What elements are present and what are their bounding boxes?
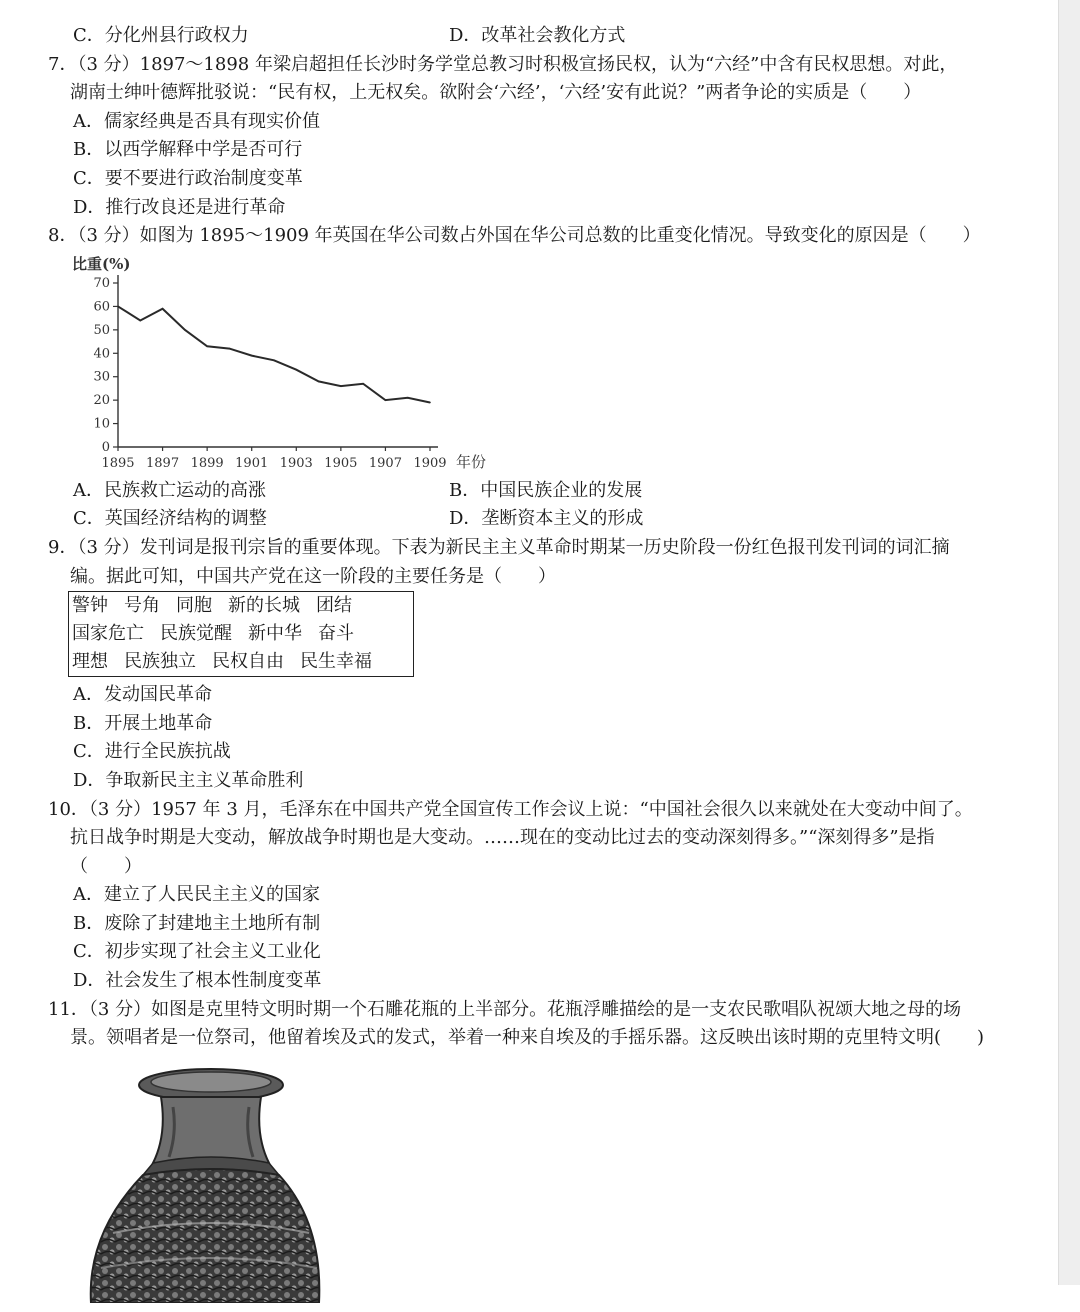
y-tick-label: 40 (93, 346, 110, 362)
data-point (362, 383, 364, 385)
data-point (318, 380, 320, 382)
data-point (251, 355, 253, 357)
q11-stem-line-2: 景。领唱者是一位祭司，他留着埃及式的发式，举着一种来自埃及的手摇乐器。这反映出该时期的克里特文明( ) (70, 1027, 985, 1049)
q9-option-a: A．发动国民革命 (73, 684, 212, 706)
y-axis-title: 比重(%) (72, 254, 131, 273)
q6-options-row (48, 22, 1008, 51)
q10-option-d: D．社会发生了根本性制度变革 (73, 970, 322, 992)
word-cell: 新的长城 (228, 595, 300, 617)
x-tick-label: 1901 (235, 455, 269, 471)
data-point (184, 329, 186, 331)
data-point (407, 397, 409, 399)
word-cell: 民族独立 (124, 651, 196, 673)
y-tick-label: 30 (93, 369, 110, 385)
word-cell: 民生幸福 (300, 651, 372, 673)
y-tick-label: 10 (93, 416, 110, 432)
q7-option-b: B．以西学解释中学是否可行 (73, 139, 303, 161)
word-row (72, 592, 410, 620)
q8-option-d: D．垄断资本主义的形成 (449, 508, 644, 530)
data-point (429, 401, 431, 403)
q6-option-d: D．改革社会教化方式 (449, 25, 626, 46)
q10-stem-line-2: 抗日战争时期是大变动，解放战争时期也是大变动。……现在的变动比过去的变动深刻得多。”“深刻得多”是指 (70, 827, 935, 849)
q6-option-c: C．分化州县行政权力 (73, 25, 249, 46)
data-point (273, 359, 275, 361)
q11-stem-line-1: 11．（3 分）如图是克里特文明时期一个石雕花瓶的上半部分。花瓶浮雕描绘的是一支农民歌唱队祝颂大地之母的场 (48, 998, 962, 1020)
x-tick-label: 1905 (324, 455, 358, 471)
q7-option-a: A．儒家经典是否具有现实价值 (73, 110, 320, 132)
word-row (72, 648, 410, 676)
data-point (340, 385, 342, 387)
q10-option-a: A．建立了人民民主主义的国家 (73, 884, 320, 906)
q9-stem-line-1: 9．（3 分）发刊词是报刊宗旨的重要体现。下表为新民主主义革命时期某一历史阶段一份红色报刊发刊词的词汇摘 (48, 536, 950, 558)
q10-stem-line-1: 10．（3 分）1957 年 3 月，毛泽东在中国共产党全国宣传工作会议上说：“中国社会很久以来就处在大变动中间了。 (48, 798, 973, 820)
q7-stem-line-1: 7．（3 分）1897～1898 年梁启超担任长沙时务学堂总教习时积极宣扬民权，认为“六经”中含有民权思想。对此， (48, 53, 958, 75)
q9-word-table (68, 591, 414, 677)
word-cell: 号角 (124, 595, 160, 617)
data-point (139, 319, 141, 321)
x-axis-title: 年份 (456, 452, 487, 471)
q7-stem-line-2: 湖南士绅叶德辉批驳说：“民有权，上无权矣。欲附会‘六经’，‘六经’安有此说？”两者争论的实质是（ ） (70, 82, 922, 104)
word-cell: 团结 (316, 595, 352, 617)
q8-options-row-2 (48, 505, 1008, 534)
word-row (72, 620, 410, 648)
q8-option-b: B．中国民族企业的发展 (449, 479, 643, 501)
data-point (295, 369, 297, 371)
x-tick-label: 1907 (368, 455, 402, 471)
q8-line-chart (48, 251, 488, 477)
word-cell: 国家危亡 (72, 623, 144, 645)
x-tick-label: 1897 (146, 455, 180, 471)
q9-option-d: D．争取新民主主义革命胜利 (73, 769, 304, 791)
x-tick-label: 1899 (190, 455, 224, 471)
word-cell: 新中华 (248, 623, 302, 645)
y-tick-label: 50 (93, 322, 110, 338)
q7-option-c: C．要不要进行政治制度变革 (73, 167, 303, 189)
data-point (117, 305, 119, 307)
q8-option-a: A．民族救亡运动的高涨 (73, 479, 266, 501)
word-cell: 理想 (72, 651, 108, 673)
vase-illustration (73, 1063, 333, 1303)
x-tick-label: 1895 (101, 455, 135, 471)
data-point (385, 399, 387, 401)
y-tick-label: 60 (93, 299, 110, 315)
q7-option-d: D．推行改良还是进行革命 (73, 196, 286, 218)
stone-vase-image (73, 1063, 333, 1303)
q10-option-b: B．废除了封建地主土地所有制 (73, 912, 321, 934)
chart-svg (48, 251, 488, 477)
y-tick-label: 0 (101, 439, 110, 455)
q8-options-row-1 (48, 477, 1008, 506)
x-tick-label: 1909 (413, 455, 447, 471)
data-point (229, 348, 231, 350)
q8-stem: 8．（3 分）如图为 1895～1909 年英国在华公司数占外国在华公司总数的比重变化情况。导致变化的原因是（ ） (48, 225, 981, 247)
data-point (206, 345, 208, 347)
y-tick-label: 70 (93, 275, 110, 291)
vertical-scrollbar[interactable] (1058, 0, 1080, 1285)
series-line (118, 306, 430, 402)
q9-stem-line-2: 编。据此可知，中国共产党在这一阶段的主要任务是（ ） (70, 565, 556, 587)
q10-stem-line-3: （ ） (70, 855, 142, 877)
y-tick-label: 20 (93, 392, 110, 408)
word-cell: 民权自由 (212, 651, 284, 673)
data-point (162, 308, 164, 310)
word-cell: 民族觉醒 (160, 623, 232, 645)
q10-option-c: C．初步实现了社会主义工业化 (73, 941, 321, 963)
q9-option-b: B．开展土地革命 (73, 712, 213, 734)
word-cell: 警钟 (72, 595, 108, 617)
exam-page (48, 22, 1008, 1303)
x-tick-label: 1903 (279, 455, 313, 471)
word-cell: 同胞 (176, 595, 212, 617)
word-cell: 奋斗 (318, 623, 354, 645)
q9-option-c: C．进行全民族抗战 (73, 741, 231, 763)
q8-option-c: C．英国经济结构的调整 (73, 508, 267, 530)
